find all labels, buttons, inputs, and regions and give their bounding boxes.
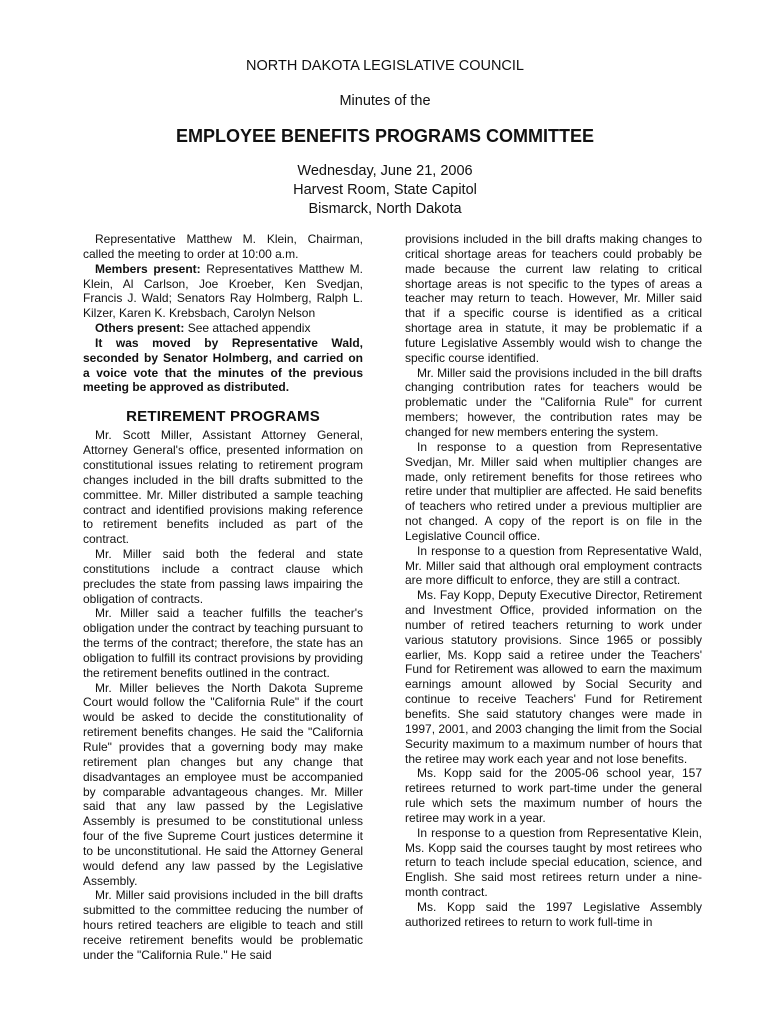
others-present-text: See attached appendix <box>184 321 311 336</box>
body-paragraph: In response to a question from Representative Svedjan, Mr. Miller said when multiplier changes are made, only retirement benefits for those retirees who retire under that multiplier are affected. He said benefits of teachers who retired under a previous multiplier are not changed. A copy of the report is on file in the Legislative Council office. <box>405 439 702 543</box>
body-paragraph: Mr. Miller said provisions included in the bill drafts submitted to the committee reducing the number of hours retired teachers are eligible to teach and still receive retirement benefits would be problematic under the "California Rule." He said <box>83 888 363 962</box>
motion-paragraph: It was moved by Representative Wald, seconded by Senator Holmberg, and carried on a voice vote that the minutes of the previous meeting be approved as distributed. <box>83 335 363 395</box>
meeting-location: Harvest Room, State Capitol <box>293 182 477 198</box>
body-paragraph: Mr. Miller said a teacher fulfills the teacher's obligation under the contract by teaching pursuant to the terms of the contract; therefore, the state has an obligation to fulfill its contract provisions by providing the retirement benefits outlined in the contract. <box>83 606 363 680</box>
body-paragraph: Mr. Miller said both the federal and state constitutions include a contract clause which precludes the state from passing laws impairing the obligation of contracts. <box>83 547 363 606</box>
call-to-order-paragraph: Representative Matthew M. Klein, Chairman, called the meeting to order at 10:00 a.m. <box>83 232 363 261</box>
body-paragraph: Ms. Kopp said for the 2005-06 school year, 157 retirees returned to work part-time under the general rule which sets the maximum number of hours the retiree may work in a year. <box>405 766 702 825</box>
document-subtitle: Minutes of the <box>339 93 431 109</box>
meeting-date: Wednesday, June 21, 2006 <box>297 163 473 179</box>
others-present-paragraph <box>83 321 363 336</box>
body-paragraph: Ms. Fay Kopp, Deputy Executive Director, Retirement and Investment Office, provided information on the number of retired teachers returning to work under various statutory provisions. Since 1965 or possibly earlier, Ms. Kopp said a retiree under the Teachers' Fund for Retirement was allowed to earn the maximum earnings amount allowed by Social Security and continue to receive Teachers' Fund for Retirement benefits. She said statutory changes were made in 1997, 2001, and 2003 changing the limit from the Social Security maximum to a maximum number of hours that the retiree may work each year and not lose benefits. <box>405 588 702 766</box>
section-heading-retirement-programs: RETIREMENT PROGRAMS <box>126 408 320 426</box>
organization-name: NORTH DAKOTA LEGISLATIVE COUNCIL <box>246 58 524 74</box>
committee-title: EMPLOYEE BENEFITS PROGRAMS COMMITTEE <box>175 126 595 146</box>
right-column <box>405 232 702 930</box>
body-paragraph: In response to a question from Representative Klein, Ms. Kopp said the courses taught by most retirees who return to teach include special education, science, and English. She said most retirees return under a nine-month contract. <box>405 825 702 900</box>
left-column <box>83 232 363 963</box>
others-present-label: Others present: <box>95 321 185 336</box>
members-present-list: Representatives Matthew M. Klein, Al Carlson, Joe Kroeber, Ken Svedjan, Francis J. Wald; Senators Ray Holmberg, Ralph L. Kilzer, Karen K. Krebsbach, Carolyn Nelson <box>83 261 363 321</box>
body-paragraph: Mr. Miller said the provisions included in the bill drafts changing contribution rates for teachers would be problematic under the "California Rule" for current members; however, the contribution rates may be changed for new members entering the system. <box>405 365 702 439</box>
members-present-paragraph <box>83 262 363 321</box>
body-paragraph: provisions included in the bill drafts making changes to critical shortage areas for teachers could probably be made because the current law relating to critical shortage areas is not specific to the types of areas a teacher may return to teach. However, Mr. Miller said that if a specific course is identified as a critical shortage area in statute, it may be problematic if a future Legislative Assembly would wish to change the specific course identified. <box>405 232 702 365</box>
body-paragraph: Mr. Scott Miller, Assistant Attorney General, Attorney General's office, presented information on constitutional issues relating to retirement program changes included in the bill drafts submitted to the committee. Mr. Miller distributed a sample teaching contract and identified provisions making reference to retirement benefits included as part of the contract. <box>83 428 363 547</box>
body-paragraph: Mr. Miller believes the North Dakota Supreme Court would follow the "California Rule" if the court would be asked to decide the constitutionality of retirement benefits changes. He said the "California Rule" provides that a governing body may make retirement plan changes but any change that disadvantages an employee must be accompanied by comparable advantageous changes. Mr. Miller said that any law passed by the Legislative Assembly is presumed to be constitutional unless four of the five Supreme Court justices determine it to be unconstitutional. He said the Attorney General would defend any law passed by the Legislative Assembly. <box>83 680 363 888</box>
body-paragraph: Ms. Kopp said the 1997 Legislative Assembly authorized retirees to return to work full-time in <box>405 899 702 929</box>
members-present-label: Members present: <box>95 261 201 276</box>
body-paragraph: In response to a question from Representative Wald, Mr. Miller said that although oral employment contracts are more difficult to enforce, they are still a contract. <box>405 543 702 588</box>
meeting-info <box>0 162 770 219</box>
meeting-city: Bismarck, North Dakota <box>308 201 462 217</box>
